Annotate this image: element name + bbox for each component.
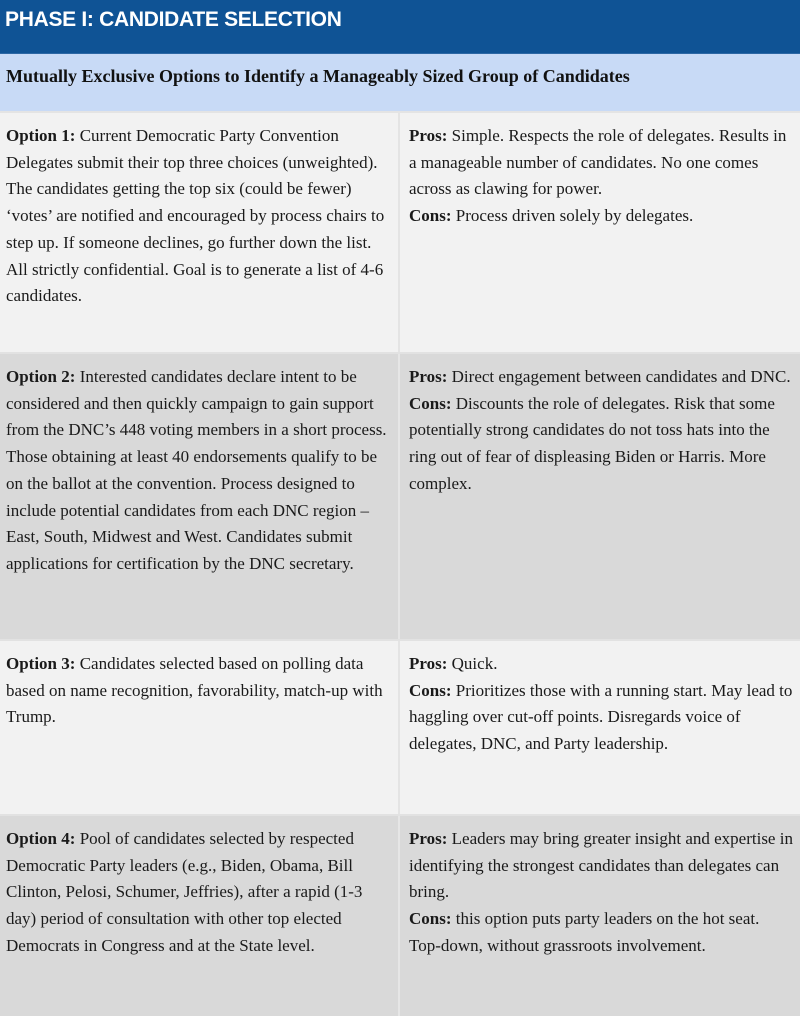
pros-line: [409, 123, 794, 203]
options-table: [0, 113, 800, 1016]
option-description: Current Democratic Party Convention Delegates submit their top three choices (unweighted). The candidates getting the top six (could be fewer) ‘votes’ are notified and encouraged by process chairs to step up. If someone declines, go further down the list. All strictly confidential. Goal is to generate a list of 4-6 candidates.: [6, 126, 385, 306]
option-cell: [0, 113, 400, 352]
pros-text: Simple. Respects the role of delegates. Results in a manageable number of candidates. No one comes across as clawing for power.: [409, 126, 787, 199]
cons-line: [409, 906, 794, 959]
cons-line: [409, 391, 794, 498]
pros-line: [409, 826, 794, 906]
option-label: Option 4:: [6, 829, 76, 848]
option-description: Pool of candidates selected by respected Democratic Party leaders (e.g., Biden, Obama, Bill Clinton, Pelosi, Schumer, Jeffries), after a rapid (1-3 day) period of consultation with other top elected Democrats in Congress and at the State level.: [6, 829, 363, 955]
cons-label: Cons:: [409, 393, 452, 413]
pros-label: Pros:: [409, 367, 448, 386]
cons-line: [409, 203, 794, 230]
table-subtitle: Mutually Exclusive Options to Identify a Manageably Sized Group of Candidates: [6, 66, 630, 86]
table-row-option-2: [0, 354, 800, 641]
option-label: Option 3:: [6, 654, 76, 673]
pros-line: [409, 651, 794, 678]
pros-cons-cell: [400, 641, 800, 814]
pros-text: Quick.: [451, 654, 498, 673]
page-title: PHASE I: CANDIDATE SELECTION: [5, 8, 342, 31]
pros-cons-cell: [400, 354, 800, 639]
cons-label: Cons:: [409, 680, 452, 700]
table-row-option-4: [0, 816, 800, 1016]
pros-cons-cell: [400, 816, 800, 1016]
page-title-bar: [0, 0, 800, 54]
pros-label: Pros:: [409, 654, 448, 673]
option-description: Interested candidates declare intent to be considered and then quickly campaign to gain support from the DNC’s 448 voting members in a short process. Those obtaining at least 40 endorsements qualify to be on the ballot at the convention. Process designed to include potential candidates from each DNC region – East, South, Midwest and West. Candidates submit applications for certification by the DNC secretary.: [6, 367, 387, 573]
option-label: Option 2:: [6, 367, 76, 386]
pros-text: Direct engagement between candidates and DNC.: [451, 367, 791, 386]
option-cell: [0, 816, 400, 1016]
table-row-option-1: [0, 113, 800, 354]
pros-line: [409, 364, 794, 391]
cons-label: Cons:: [409, 909, 452, 929]
cons-text: Prioritizes those with a running start. May lead to haggling over cut-off points. Disregards voice of delegates, DNC, and Party leadership.: [409, 680, 793, 754]
option-cell: [0, 641, 400, 814]
cons-text: this option puts party leaders on the hot seat. Top-down, without grassroots involvement.: [409, 909, 760, 955]
table-row-option-3: [0, 641, 800, 816]
option-label: Option 1:: [6, 126, 76, 145]
option-description: Candidates selected based on polling data based on name recognition, favorability, match-up with Trump.: [6, 654, 383, 727]
pros-label: Pros:: [409, 126, 448, 145]
cons-line: [409, 678, 794, 758]
cons-text: Discounts the role of delegates. Risk that some potentially strong candidates do not toss hats into the ring out of fear of displeasing Biden or Harris. More complex.: [409, 393, 775, 493]
cons-label: Cons:: [409, 206, 452, 226]
table-subtitle-bar: [0, 54, 800, 113]
pros-text: Leaders may bring greater insight and expertise in identifying the strongest candidates than delegates can bring.: [409, 829, 793, 902]
option-cell: [0, 354, 400, 639]
pros-cons-cell: [400, 113, 800, 352]
pros-label: Pros:: [409, 829, 448, 848]
cons-text: Process driven solely by delegates.: [455, 206, 694, 226]
